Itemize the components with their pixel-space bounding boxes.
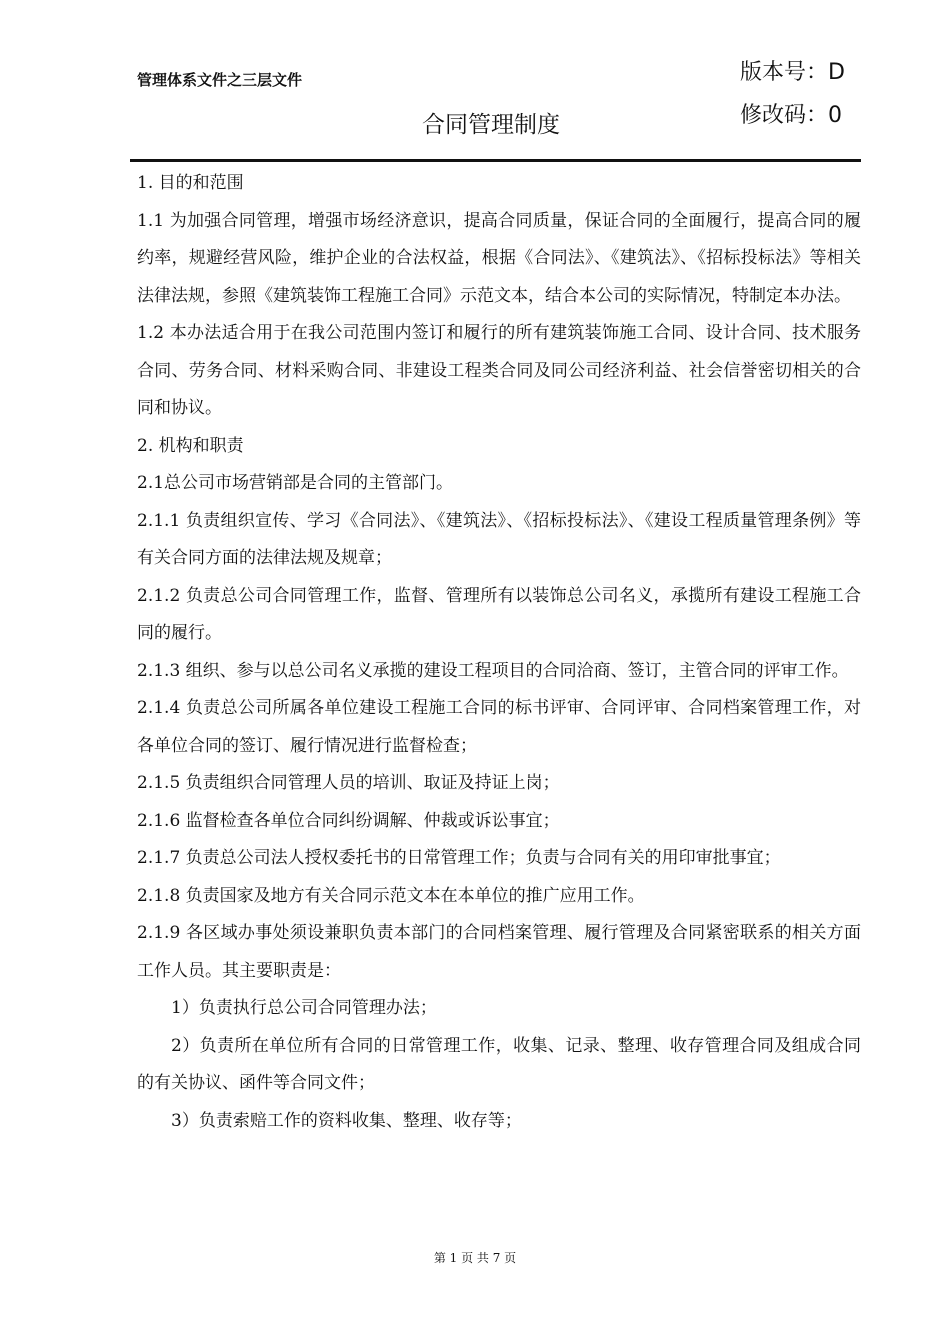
version-number: 版本号：D	[740, 60, 845, 85]
document-level-label: 管理体系文件之三层文件	[137, 71, 303, 89]
paragraph-2-1-6: 2.1.6 监督检查各单位合同纠纷调解、仲裁或诉讼事宜；	[137, 810, 560, 831]
section-heading-2: 2. 机构和职责	[137, 435, 244, 456]
paragraph-2-1-8: 2.1.8 负责国家及地方有关合同示范文本在本单位的推广应用工作。	[137, 885, 645, 906]
paragraph-2-1-2: 2.1.2 负责总公司合同管理工作，监督、管理所有以装饰总公司名义，承揽所有建设工程施工合同的履行。	[137, 585, 861, 643]
duty-item-1: 1）负责执行总公司合同管理办法；	[171, 998, 437, 1018]
duty-item-2: 2）负责所在单位所有合同的日常管理工作，收集、记录、整理、收存管理合同及组成合同的有关协议、函件等合同文件；	[137, 1035, 861, 1093]
paragraph-2-1-4: 2.1.4 负责总公司所属各单位建设工程施工合同的标书评审、合同评审、合同档案管理工作，对各单位合同的签订、履行情况进行监督检查；	[137, 698, 861, 756]
document-title: 合同管理制度	[422, 112, 560, 138]
paragraph-1-2: 1.2 本办法适合用于在我公司范围内签订和履行的所有建筑装饰施工合同、设计合同、技术服务合同、劳务合同、材料采购合同、非建设工程类合同及同公司经济利益、社会信誉密切相关的合同和协议。	[137, 323, 861, 418]
paragraph-2-1-5: 2.1.5 负责组织合同管理人员的培训、取证及持证上岗；	[137, 773, 560, 793]
document-body	[137, 165, 861, 1140]
paragraph-2-1-1: 2.1.1 负责组织宣传、学习《合同法》、《建筑法》、《招标投标法》、《建设工程质量管理条例》等有关合同方面的法律法规及规章；	[137, 510, 861, 568]
paragraph-1-1: 1.1 为加强合同管理，增强市场经济意识，提高合同质量，保证合同的全面履行，提高合同的履约率，规避经营风险，维护企业的合法权益，根据《合同法》、《建筑法》、《招标投标法》等相关法律法规，参照《建筑装饰工程施工合同》示范文本，结合本公司的实际情况，特制定本办法。	[137, 210, 861, 306]
header-divider	[130, 159, 861, 162]
paragraph-2-1-3: 2.1.3 组织、参与以总公司名义承揽的建设工程项目的合同洽商、签订，主管合同的评审工作。	[137, 660, 849, 681]
revision-code: 修改码：0	[740, 103, 842, 128]
page-number: 第 1 页 共 7 页	[433, 1251, 517, 1265]
paragraph-2-1-9: 2.1.9 各区域办事处须设兼职负责本部门的合同档案管理、履行管理及合同紧密联系的相关方面工作人员。其主要职责是：	[137, 923, 861, 981]
duty-item-3: 3）负责索赔工作的资料收集、整理、收存等；	[171, 1110, 522, 1131]
section-heading-1: 1. 目的和范围	[137, 173, 244, 193]
paragraph-2-1: 2.1总公司市场营销部是合同的主管部门。	[137, 473, 454, 493]
paragraph-2-1-7: 2.1.7 负责总公司法人授权委托书的日常管理工作；负责与合同有关的用印审批事宜；	[137, 848, 781, 868]
